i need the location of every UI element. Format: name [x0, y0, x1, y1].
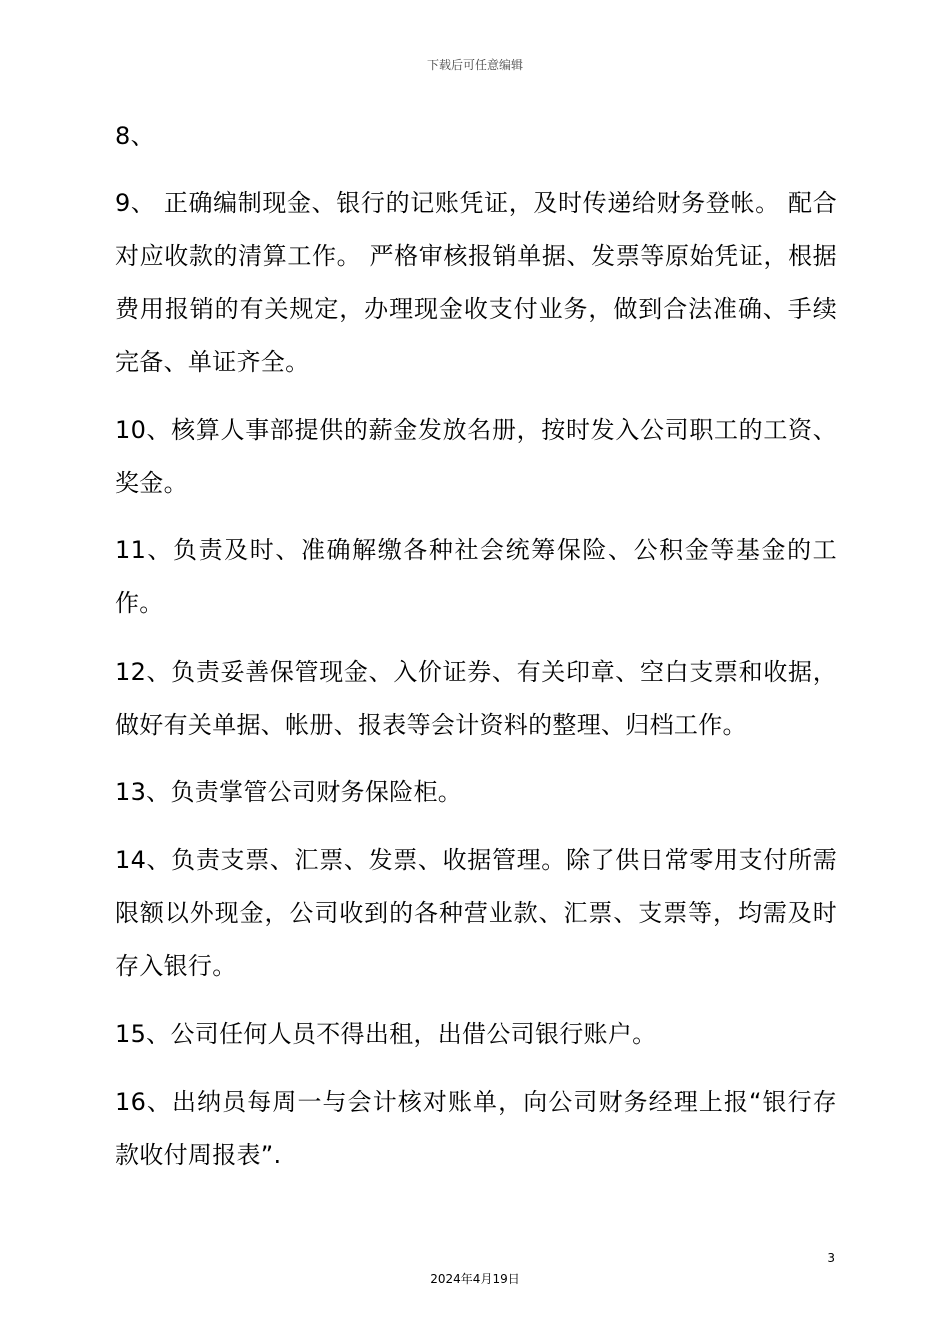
paragraph-item-12: 12、负责妥善保管现金、入价证券、有关印章、空白支票和收据，做好有关单据、帐册、报表等会计资料的整理、归档工作。	[115, 658, 837, 739]
page-header: 下载后可任意编辑	[426, 58, 523, 72]
footer-date: 2024年4月19日	[430, 1272, 520, 1286]
paragraph-item-13: 13、负责掌管公司财务保险柜。	[115, 778, 463, 806]
paragraph-item-14: 14、负责支票、汇票、发票、收据管理。除了供日常零用支付所需限额以外现金，公司收到的各种营业款、汇票、支票等，均需及时存入银行。	[115, 846, 837, 980]
page-number: 3	[827, 1251, 835, 1265]
paragraph-item-10: 10、核算人事部提供的薪金发放名册，按时发入公司职工的工资、奖金。	[115, 416, 837, 497]
document-body	[115, 110, 837, 1182]
paragraph-item-15: 15、公司任何人员不得出租，出借公司银行账户。	[115, 1020, 657, 1048]
paragraph-item-9: 9、 正确编制现金、银行的记账凭证，及时传递给财务登帐。 配合对应收款的清算工作。 严格审核报销单据、发票等原始凭证，根据费用报销的有关规定，办理现金收支付业务，做到合法准确、手续完备、单证齐全。	[115, 189, 837, 376]
paragraph-item-16: 16、出纳员每周一与会计核对账单，向公司财务经理上报“银行存款收付周报表”.	[115, 1088, 837, 1169]
paragraph-item-8: 8、	[115, 122, 155, 150]
paragraph-item-11: 11、负责及时、准确解缴各种社会统筹保险、公积金等基金的工作。	[115, 536, 837, 617]
